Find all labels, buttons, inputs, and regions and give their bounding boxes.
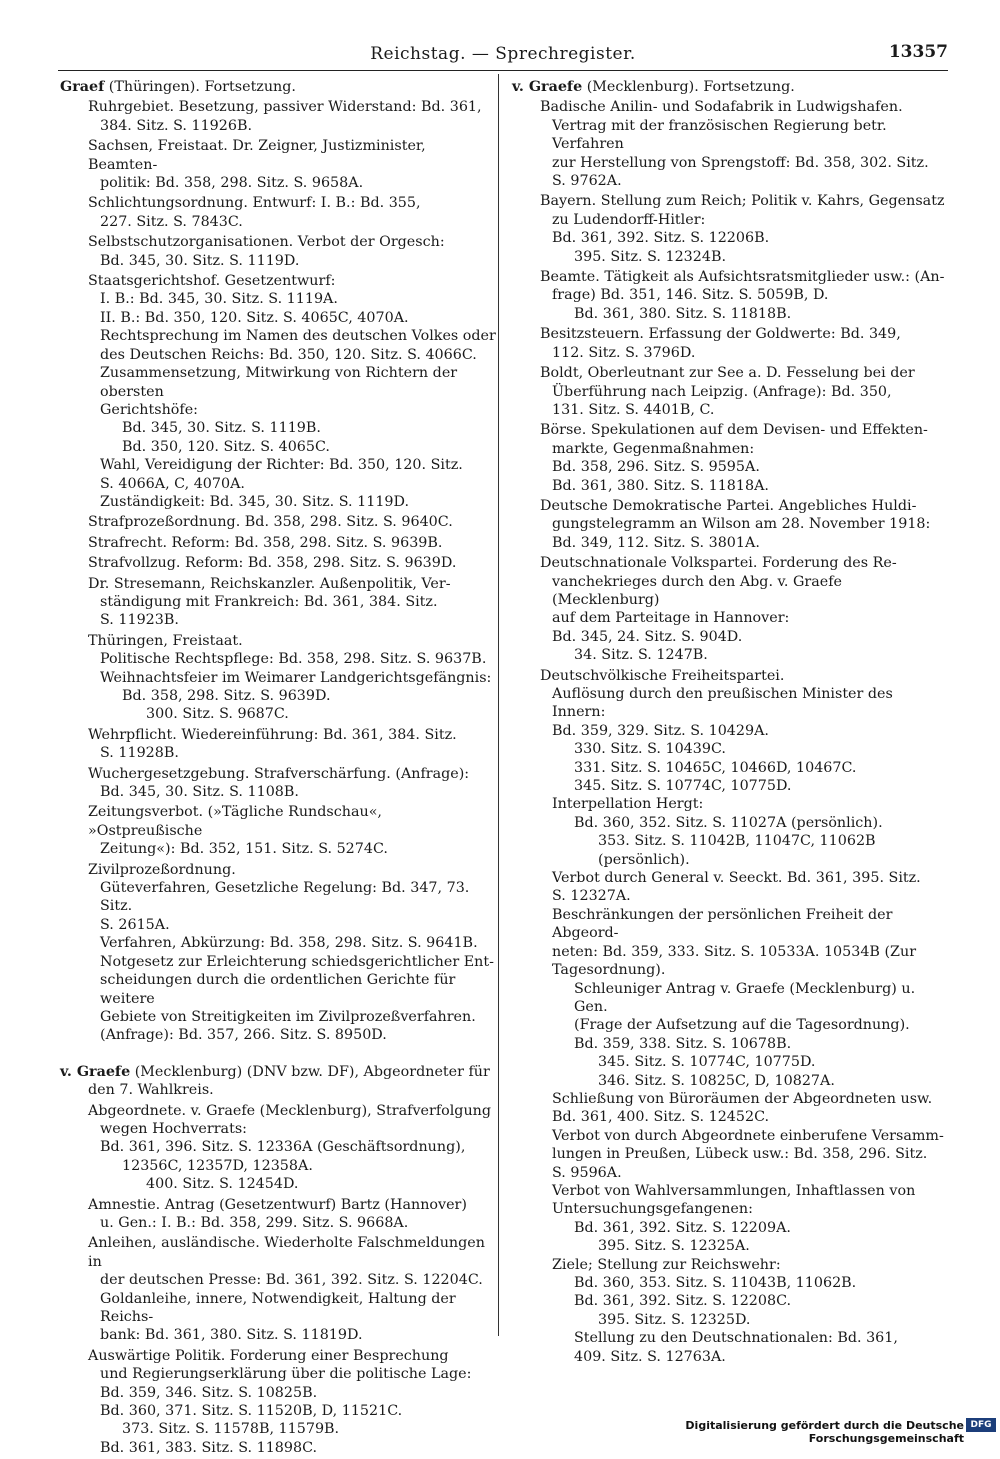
sub-entry-line: Ziele; Stellung zur Reichswehr: <box>552 1256 781 1273</box>
sub-entry-line: Weihnachtsfeier im Weimarer Landgerichtsgefängnis: <box>100 669 492 686</box>
sub-entry-line: 373. Sitz. S. 11578B, 11579B. <box>122 1421 340 1438</box>
entry-line: frage) Bd. 351, 146. Sitz. S. 5059B, D. <box>552 287 829 304</box>
sub-entry-line: Bd. 360, 352. Sitz. S. 11027A (persönlich). <box>574 814 883 831</box>
sub-entry-line: Bd. 361, 392. Sitz. S. 12208C. <box>574 1293 792 1310</box>
register-entry <box>60 534 498 552</box>
entry-line: 112. Sitz. S. 3796D. <box>552 344 696 361</box>
sub-entry-line: Tagesordnung). <box>552 962 666 979</box>
sub-entry-line: 400. Sitz. S. 12454D. <box>146 1176 299 1193</box>
sub-entry-line: 300. Sitz. S. 9687C. <box>146 706 289 723</box>
sub-entry-line: Rechtsprechung im Namen des deutschen Volkes oder <box>100 328 496 345</box>
sub-entry-line: Bd. 359, 346. Sitz. S. 10825B. <box>100 1384 318 1401</box>
sub-entry-line: Auflösung durch den preußischen Minister des Innern: <box>552 686 893 721</box>
sub-entry-line: lungen in Preußen, Lübeck usw.: Bd. 358, 296. Sitz. <box>552 1146 928 1163</box>
entry-line: Zeitung«): Bd. 352, 151. Sitz. S. 5274C. <box>100 841 388 858</box>
footer-credit: Digitalisierung gefördert durch die Deutsche Forschungsgemeinschaft <box>685 1419 964 1445</box>
register-entry <box>60 98 498 135</box>
register-entry <box>60 272 498 511</box>
entry-line: Amnestie. Antrag (Gesetzentwurf) Bartz (Hannover) <box>88 1196 467 1213</box>
sub-entry-line: Bd. 359, 329. Sitz. S. 10429A. <box>552 722 769 739</box>
speaker-heading <box>512 78 950 96</box>
sub-entry-line: (Frage der Aufsetzung auf die Tagesordnung). <box>574 1017 910 1034</box>
register-entry <box>512 554 950 664</box>
sub-entry-line: 345. Sitz. S. 10774C, 10775D. <box>598 1054 816 1071</box>
sub-entry-line: Untersuchungsgefangenen: <box>552 1201 753 1218</box>
sub-entry-line: Schließung von Büroräumen der Abgeordneten usw. <box>552 1090 933 1107</box>
sub-entry-line: Verbot von durch Abgeordnete einberufene Versamm- <box>552 1127 944 1144</box>
sub-entry-line: Notgesetz zur Erleichterung schiedsgerichtlicher Ent- <box>100 953 494 970</box>
register-entry <box>60 513 498 531</box>
sub-entry-line: Bd. 345, 30. Sitz. S. 1119B. <box>122 420 321 437</box>
speaker-name: v. Graefe <box>512 79 583 95</box>
entry-line: auf dem Parteitage in Hannover: <box>552 610 790 627</box>
sub-entry-line: 346. Sitz. S. 10825C, D, 10827A. <box>598 1072 835 1089</box>
entry-line: Schlichtungsordnung. Entwurf: I. B.: Bd. 355, <box>88 195 421 212</box>
entry-line: wegen Hochverrats: <box>100 1120 247 1137</box>
entry-line: Bd. 349, 112. Sitz. S. 3801A. <box>552 534 760 551</box>
entry-line: Wuchergesetzgebung. Strafverschärfung. (Anfrage): <box>88 765 470 782</box>
sub-entry-line: Bd. 361, 380. Sitz. S. 11818B. <box>574 305 792 322</box>
speaker-heading-continuation: den 7. Wahlkreis. <box>88 1082 214 1099</box>
page-header <box>58 40 948 71</box>
register-entry <box>60 554 498 572</box>
entry-line: Bd. 345, 30. Sitz. S. 1108B. <box>100 784 299 801</box>
entry-line: Zeitungsverbot. (»Tägliche Rundschau«, »Ostpreußische <box>88 804 382 839</box>
speaker-heading-text: (Mecklenburg) (DNV bzw. DF), Abgeordneter für <box>130 1063 490 1080</box>
speaker-name: Graef <box>60 79 105 95</box>
entry-line: markte, Gegenmaßnahmen: <box>552 440 755 457</box>
speaker-heading-text: (Mecklenburg). Fortsetzung. <box>582 79 795 95</box>
sub-entry-line: Beschränkungen der persönlichen Freiheit der Abgeord- <box>552 906 893 942</box>
sub-entry-line: S. 12327A. <box>552 888 631 905</box>
entry-line: 384. Sitz. S. 11926B. <box>100 117 253 134</box>
column-divider <box>498 74 499 1336</box>
sub-entry-line: Verbot von Wahlversammlungen, Inhaftlassen von <box>552 1182 916 1199</box>
entry-line: der deutschen Presse: Bd. 361, 392. Sitz. S. 12204C. <box>100 1272 483 1289</box>
sub-entry-line: Bd. 350, 120. Sitz. S. 4065C. <box>122 438 330 455</box>
sub-entry-line: (persönlich). <box>598 851 690 868</box>
entry-line: politik: Bd. 358, 298. Sitz. S. 9658A. <box>100 175 364 192</box>
entry-line: Vertrag mit der französischen Regierung betr. Verfahren <box>552 117 887 153</box>
register-entry <box>60 765 498 802</box>
sub-entry-line: Schleuniger Antrag v. Graefe (Mecklenburg) u. Gen. <box>574 980 916 1015</box>
register-entry <box>60 1234 498 1344</box>
entry-line: Abgeordnete. v. Graefe (Mecklenburg), Strafverfolgung <box>88 1102 492 1119</box>
page-footer <box>560 1418 1000 1445</box>
register-entry <box>512 497 950 552</box>
page-number: 13357 <box>888 42 948 62</box>
sub-entry-line: 330. Sitz. S. 10439C. <box>574 741 726 758</box>
register-entry <box>60 803 498 858</box>
sub-entry-line: Bd. 361, 392. Sitz. S. 12206B. <box>552 230 770 247</box>
entry-line: Auswärtige Politik. Forderung einer Besprechung <box>88 1347 449 1364</box>
sub-entry-line: Bd. 358, 296. Sitz. S. 9595A. <box>552 459 760 476</box>
speaker-name: v. Graefe <box>60 1063 131 1080</box>
sub-entry-line: Gebiete von Streitigkeiten im Zivilprozeßverfahren. <box>100 1008 476 1025</box>
sub-entry-line: Bd. 359, 338. Sitz. S. 10678B. <box>574 1035 792 1052</box>
register-entry <box>60 726 498 763</box>
sub-entry-line: Zusammensetzung, Mitwirkung von Richtern der obersten <box>100 365 458 400</box>
sub-entry-line: 345. Sitz. S. 10774C, 10775D. <box>574 778 792 795</box>
register-entry <box>512 192 950 266</box>
sub-entry-line: Wahl, Vereidigung der Richter: Bd. 350, 120. Sitz. <box>100 457 463 474</box>
register-entry <box>512 325 950 362</box>
entry-line: Ruhrgebiet. Besetzung, passiver Widerstand: Bd. 361, <box>88 99 482 116</box>
sub-entry-line: Güteverfahren, Gesetzliche Regelung: Bd. 347, 73. Sitz. <box>100 880 470 915</box>
entry-line: Anleihen, ausländische. Wiederholte Falschmeldungen in <box>88 1235 485 1270</box>
sub-entry-line: 353. Sitz. S. 11042B, 11047C, 11062B <box>598 833 876 850</box>
sub-entry-line: II. B.: Bd. 350, 120. Sitz. S. 4065C, 4070A. <box>100 309 409 326</box>
header-title: Reichstag. — Sprechregister. <box>370 44 636 64</box>
sub-entry-line: S. 2615A. <box>100 916 170 933</box>
sub-entry-line: Bd. 361, 380. Sitz. S. 11818A. <box>552 477 769 494</box>
entry-line: Deutsche Demokratische Partei. Angebliches Huldi- <box>540 497 917 514</box>
entry-line: Staatsgerichtshof. Gesetzentwurf: <box>88 273 336 290</box>
entry-line: S. 11923B. <box>100 612 179 629</box>
register-entry <box>60 233 498 270</box>
sub-entry-line: Goldanleihe, innere, Notwendigkeit, Haltung der Reichs- <box>100 1290 456 1325</box>
sub-entry-line: Verbot durch General v. Seeckt. Bd. 361, 395. Sitz. <box>552 870 921 887</box>
sub-entry-line: 409. Sitz. S. 12763A. <box>574 1348 726 1365</box>
entry-line: vanchekrieges durch den Abg. v. Graefe (Mecklenburg) <box>552 573 843 608</box>
sub-entry-line: neten: Bd. 359, 333. Sitz. S. 10533A. 10534B (Zur <box>552 943 917 960</box>
entry-line: Thüringen, Freistaat. <box>88 632 243 649</box>
sub-entry-line: Bd. 358, 298. Sitz. S. 9639D. <box>122 688 331 704</box>
sub-entry-line: Stellung zu den Deutschnationalen: Bd. 361, <box>574 1330 898 1347</box>
entry-line: Wehrpflicht. Wiedereinführung: Bd. 361, 384. Sitz. <box>88 726 457 743</box>
entry-line: S. 9762A. <box>552 173 622 190</box>
entry-line: Überführung nach Leipzig. (Anfrage): Bd. 350, <box>552 383 892 400</box>
sub-entry-line: Zuständigkeit: Bd. 345, 30. Sitz. S. 1119D. <box>100 493 410 510</box>
register-entry <box>60 1102 498 1194</box>
register-entry <box>60 575 498 630</box>
entry-line: Besitzsteuern. Erfassung der Goldwerte: Bd. 349, <box>540 326 901 343</box>
sub-entry-line: bank: Bd. 361, 380. Sitz. S. 11819D. <box>100 1327 363 1344</box>
sub-entry-line: 395. Sitz. S. 12324B. <box>574 248 727 265</box>
sub-entry-line: Bd. 361, 396. Sitz. S. 12336A (Geschäftsordnung), <box>100 1139 466 1156</box>
entry-line: zur Herstellung von Sprengstoff: Bd. 358, 302. Sitz. <box>552 154 929 171</box>
register-entry <box>60 632 498 724</box>
entry-line: zu Ludendorff-Hitler: <box>552 211 706 228</box>
dfg-logo: DFG <box>966 1418 996 1432</box>
sub-entry-line: scheidungen durch die ordentlichen Gerichte für weitere <box>100 972 456 1007</box>
entry-line: Sachsen, Freistaat. Dr. Zeigner, Justizminister, Beamten- <box>88 138 426 173</box>
entry-line: Badische Anilin- und Sodafabrik in Ludwigshafen. <box>540 99 903 116</box>
entry-line: u. Gen.: I. B.: Bd. 358, 299. Sitz. S. 9668A. <box>100 1214 409 1231</box>
sub-entry-line: Gerichtshöfe: <box>100 401 198 418</box>
sub-entry-line: Bd. 360, 371. Sitz. S. 11520B, D, 11521C. <box>100 1403 403 1420</box>
sub-entry-line: 395. Sitz. S. 12325D. <box>598 1311 751 1328</box>
entry-line: Boldt, Oberleutnant zur See a. D. Fesselung bei der <box>540 365 915 382</box>
sub-entry-line: Bd. 360, 353. Sitz. S. 11043B, 11062B. <box>574 1275 857 1291</box>
sub-entry-line: des Deutschen Reichs: Bd. 350, 120. Sitz. S. 4066C. <box>100 346 477 363</box>
entry-line: Deutschvölkische Freiheitspartei. <box>540 667 785 684</box>
entry-line: Beamte. Tätigkeit als Aufsichtsratsmitglieder usw.: (An- <box>540 269 945 286</box>
register-entry <box>60 861 498 1045</box>
register-entry <box>512 98 950 190</box>
left-column <box>60 78 498 1459</box>
entry-line: Dr. Stresemann, Reichskanzler. Außenpolitik, Ver- <box>88 575 451 592</box>
speaker-heading <box>60 1063 498 1100</box>
entry-line: Selbstschutzorganisationen. Verbot der Orgesch: <box>88 234 445 251</box>
entry-line: Bd. 345, 30. Sitz. S. 1119D. <box>100 252 300 269</box>
sub-entry-line: Bd. 361, 400. Sitz. S. 12452C. <box>552 1109 770 1126</box>
sub-entry-line: Bd. 361, 392. Sitz. S. 12209A. <box>574 1219 791 1236</box>
register-entry <box>512 421 950 495</box>
sub-entry-line: S. 9596A. <box>552 1164 622 1181</box>
entry-line: ständigung mit Frankreich: Bd. 361, 384. Sitz. <box>100 593 438 610</box>
sub-entry-line: 34. Sitz. S. 1247B. <box>574 647 708 664</box>
entry-line: gungstelegramm an Wilson am 28. November 1918: <box>552 516 931 533</box>
sub-entry-line: 12356C, 12357D, 12358A. <box>122 1157 313 1174</box>
sub-entry-line: Verfahren, Abkürzung: Bd. 358, 298. Sitz. S. 9641B. <box>100 935 478 952</box>
entry-line: Deutschnationale Volkspartei. Forderung des Re- <box>540 555 897 572</box>
register-entry <box>60 1196 498 1233</box>
register-entry <box>512 667 950 1366</box>
sub-entry-line: 331. Sitz. S. 10465C, 10466D, 10467C. <box>574 759 857 776</box>
entry-line: S. 11928B. <box>100 745 179 762</box>
entry-line: Strafprozeßordnung. Bd. 358, 298. Sitz. S. 9640C. <box>88 514 453 531</box>
entry-line: Bayern. Stellung zum Reich; Politik v. Kahrs, Gegensatz <box>540 193 945 210</box>
entry-line: und Regierungserklärung über die politische Lage: <box>100 1366 472 1383</box>
sub-entry-line: (Anfrage): Bd. 357, 266. Sitz. S. 8950D. <box>100 1027 387 1044</box>
entry-line: Zivilprozeßordnung. <box>88 861 236 878</box>
right-column <box>512 78 950 1368</box>
register-entry <box>512 268 950 323</box>
entry-line: 227. Sitz. S. 7843C. <box>100 213 243 230</box>
entry-line: Börse. Spekulationen auf dem Devisen- und Effekten- <box>540 422 928 439</box>
speaker-heading <box>60 78 498 96</box>
sub-entry-line: Politische Rechtspflege: Bd. 358, 298. Sitz. S. 9637B. <box>100 651 487 668</box>
sub-entry-line: Bd. 361, 383. Sitz. S. 11898C. <box>100 1439 318 1456</box>
sub-entry-line: 395. Sitz. S. 12325A. <box>598 1238 750 1255</box>
speaker-heading-text: (Thüringen). Fortsetzung. <box>104 79 296 95</box>
register-entry <box>60 194 498 231</box>
entry-line: 131. Sitz. S. 4401B, C. <box>552 401 715 418</box>
sub-entry-line: Bd. 345, 24. Sitz. S. 904D. <box>552 628 743 645</box>
sub-entry-line: Interpellation Hergt: <box>552 796 704 813</box>
sub-entry-line: I. B.: Bd. 345, 30. Sitz. S. 1119A. <box>100 291 338 308</box>
sub-entry-line: S. 4066A, C, 4070A. <box>100 475 245 492</box>
register-entry <box>60 1347 498 1457</box>
register-entry <box>60 137 498 192</box>
entry-line: Strafvollzug. Reform: Bd. 358, 298. Sitz. S. 9639D. <box>88 555 457 572</box>
register-entry <box>512 364 950 419</box>
entry-line: Strafrecht. Reform: Bd. 358, 298. Sitz. S. 9639B. <box>88 534 443 551</box>
